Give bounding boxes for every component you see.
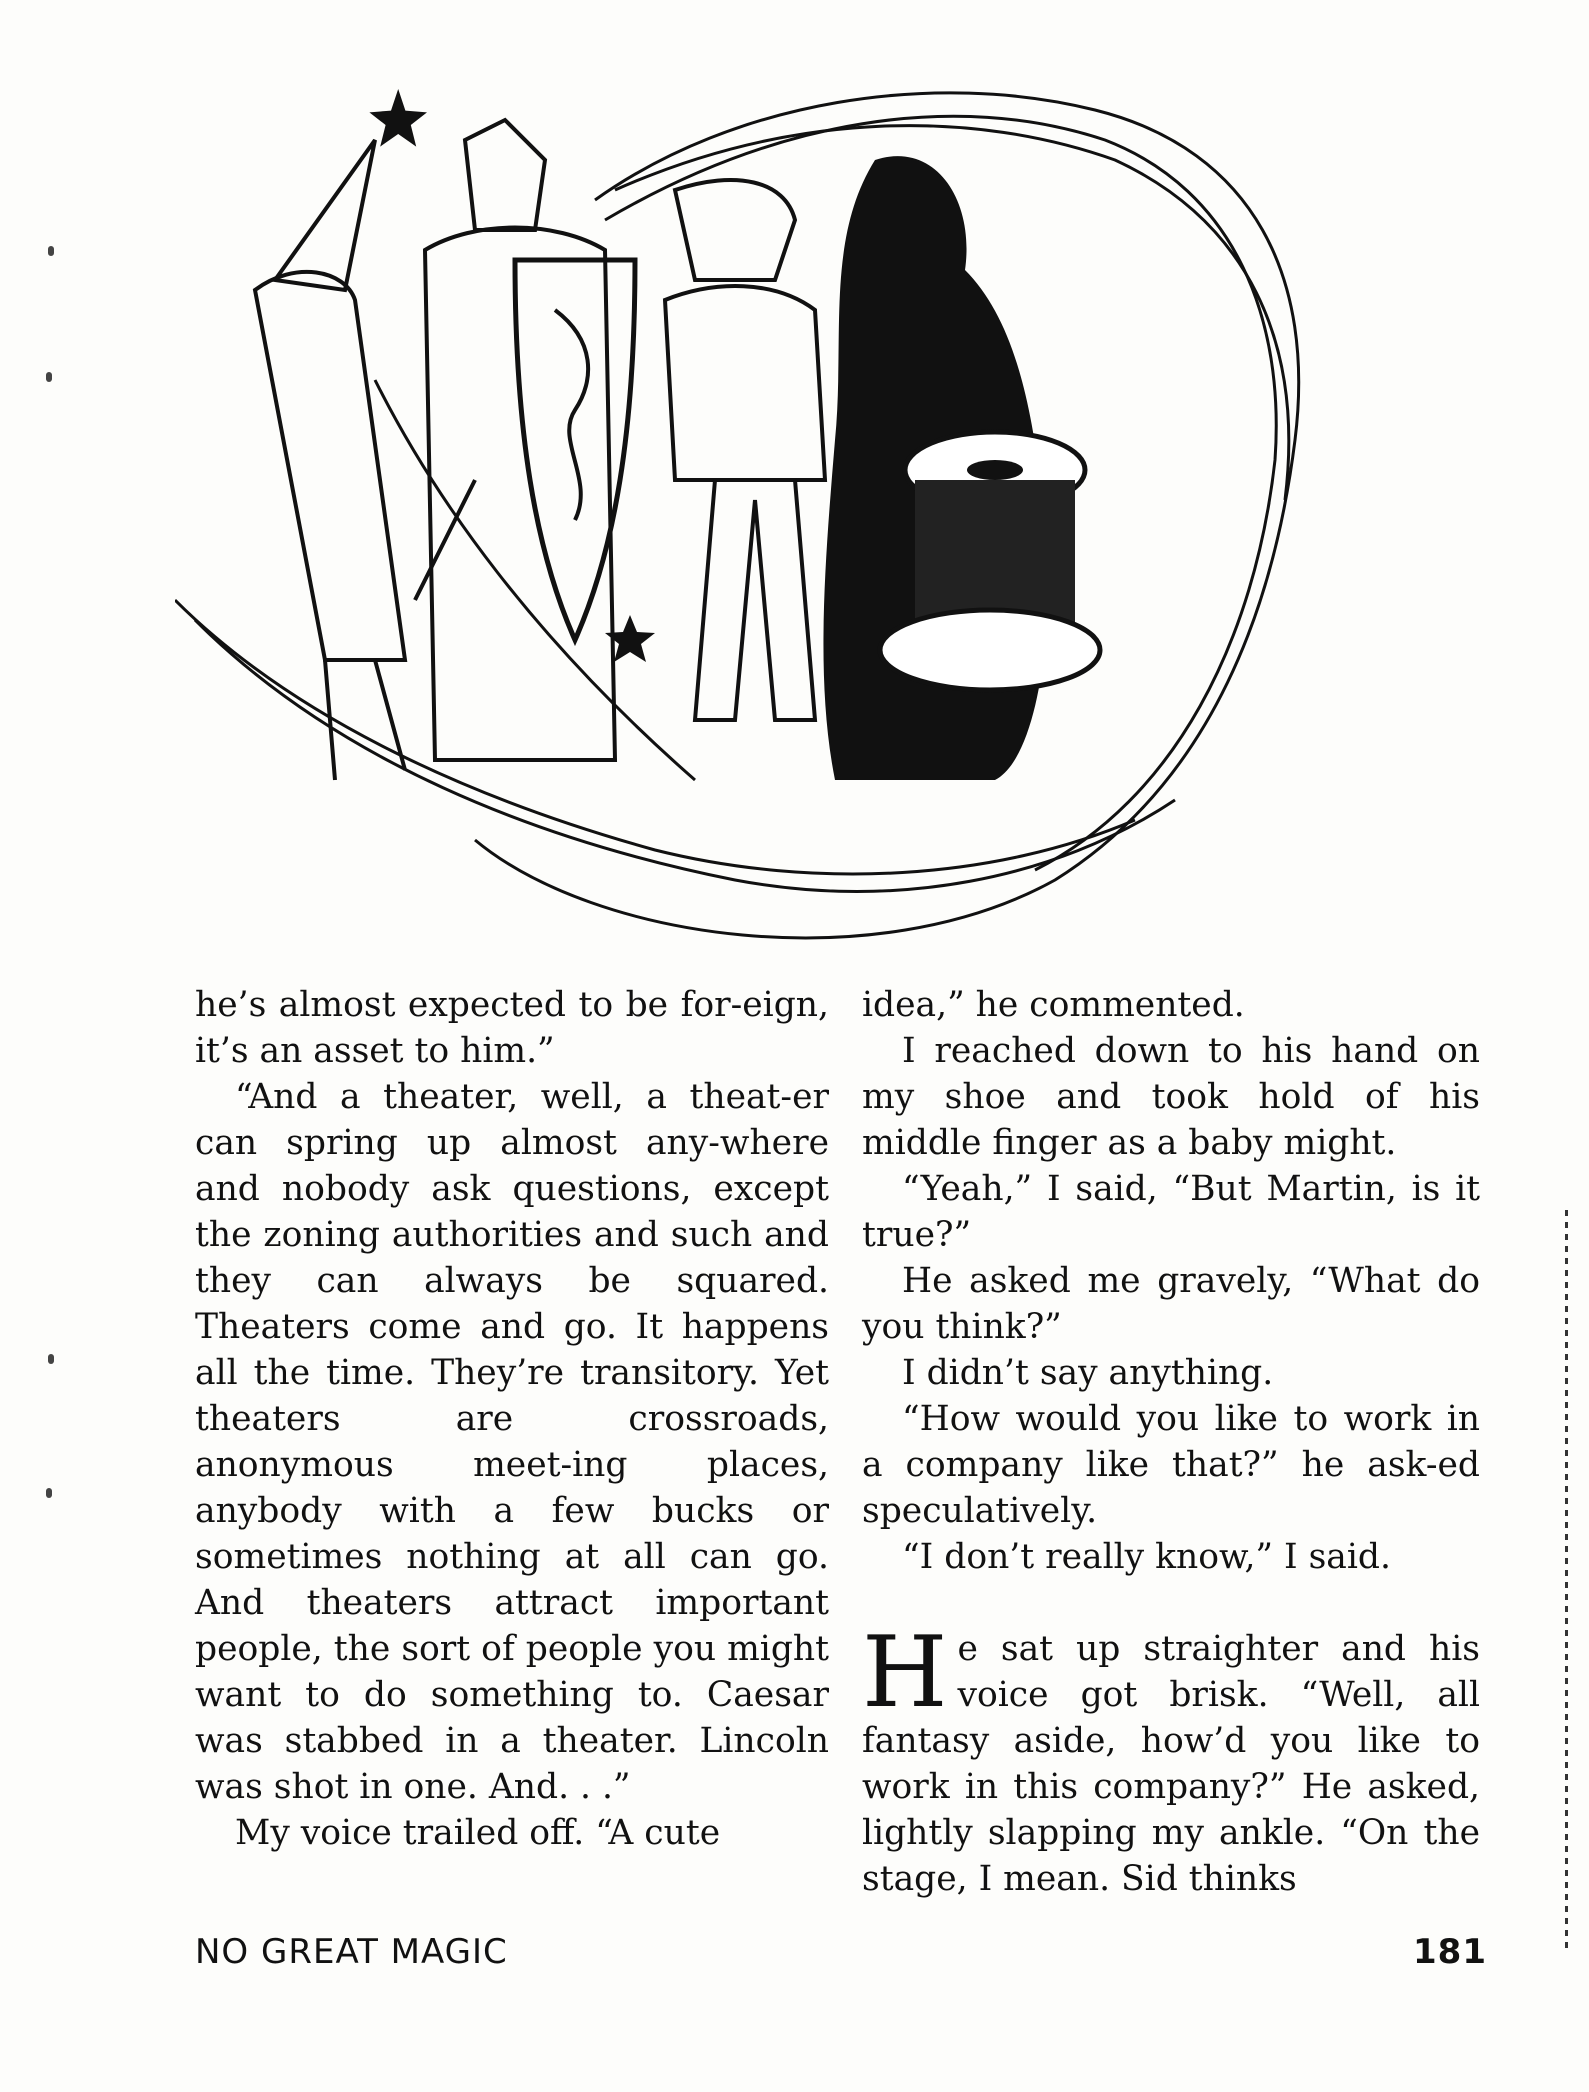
paragraph: he’s almost expected to be for-eign, it’s an asset to him.” xyxy=(195,985,829,1071)
wizard-hat xyxy=(275,140,375,290)
paragraph: “I don’t really know,” I said. xyxy=(902,1537,1391,1577)
scan-speck xyxy=(48,246,54,256)
paragraph: “How would you like to work in a company like that?” he ask-ed speculatively. xyxy=(862,1399,1480,1531)
paragraph: “And a theater, well, a theat-er can spring up almost any-where and nobody ask questions, except the zoning authorities and such and they can always be squared. Theaters come and go. It happens all the time. They’re transitory. Yet theaters are crossroads, anonymous meet-ing places, anybody with a few bucks or sometimes nothing at all can go. And theaters attract important people, the sort of people you might want to do something to. Caesar was stabbed in a theater. Lincoln was shot in one. And. . .” xyxy=(195,1077,829,1807)
paragraph: He asked me gravely, “What do you think?” xyxy=(862,1261,1480,1347)
scan-speck xyxy=(48,1354,54,1364)
page-number: 181 xyxy=(1413,1932,1487,1972)
running-footer-title: NO GREAT MAGIC xyxy=(195,1932,508,1972)
left-text-column xyxy=(195,982,829,1856)
paragraph: idea,” he commented. xyxy=(862,985,1245,1025)
paragraph: My voice trailed off. “A cute xyxy=(235,1813,721,1853)
story-illustration xyxy=(175,80,1415,960)
paragraph: I reached down to his hand on my shoe and took hold of his middle finger as a baby might. xyxy=(862,1031,1480,1163)
binding-edge xyxy=(1565,1210,1568,1950)
scan-speck xyxy=(46,372,52,382)
right-text-column xyxy=(862,982,1480,1902)
paragraph: “Yeah,” I said, “But Martin, is it true?” xyxy=(862,1169,1480,1255)
scan-speck xyxy=(46,1488,52,1498)
paragraph-text: e sat up straighter and his voice got brisk. “Well, all fantasy aside, how’d you like to work in this company?” He asked, lightly slapping my ankle. “On the stage, I mean. Sid thinks xyxy=(862,1629,1480,1899)
paragraph: I didn’t say anything. xyxy=(902,1353,1274,1393)
shield xyxy=(515,260,635,640)
dropcap: H xyxy=(862,1616,948,1730)
paragraph-with-dropcap xyxy=(862,1616,1480,1902)
